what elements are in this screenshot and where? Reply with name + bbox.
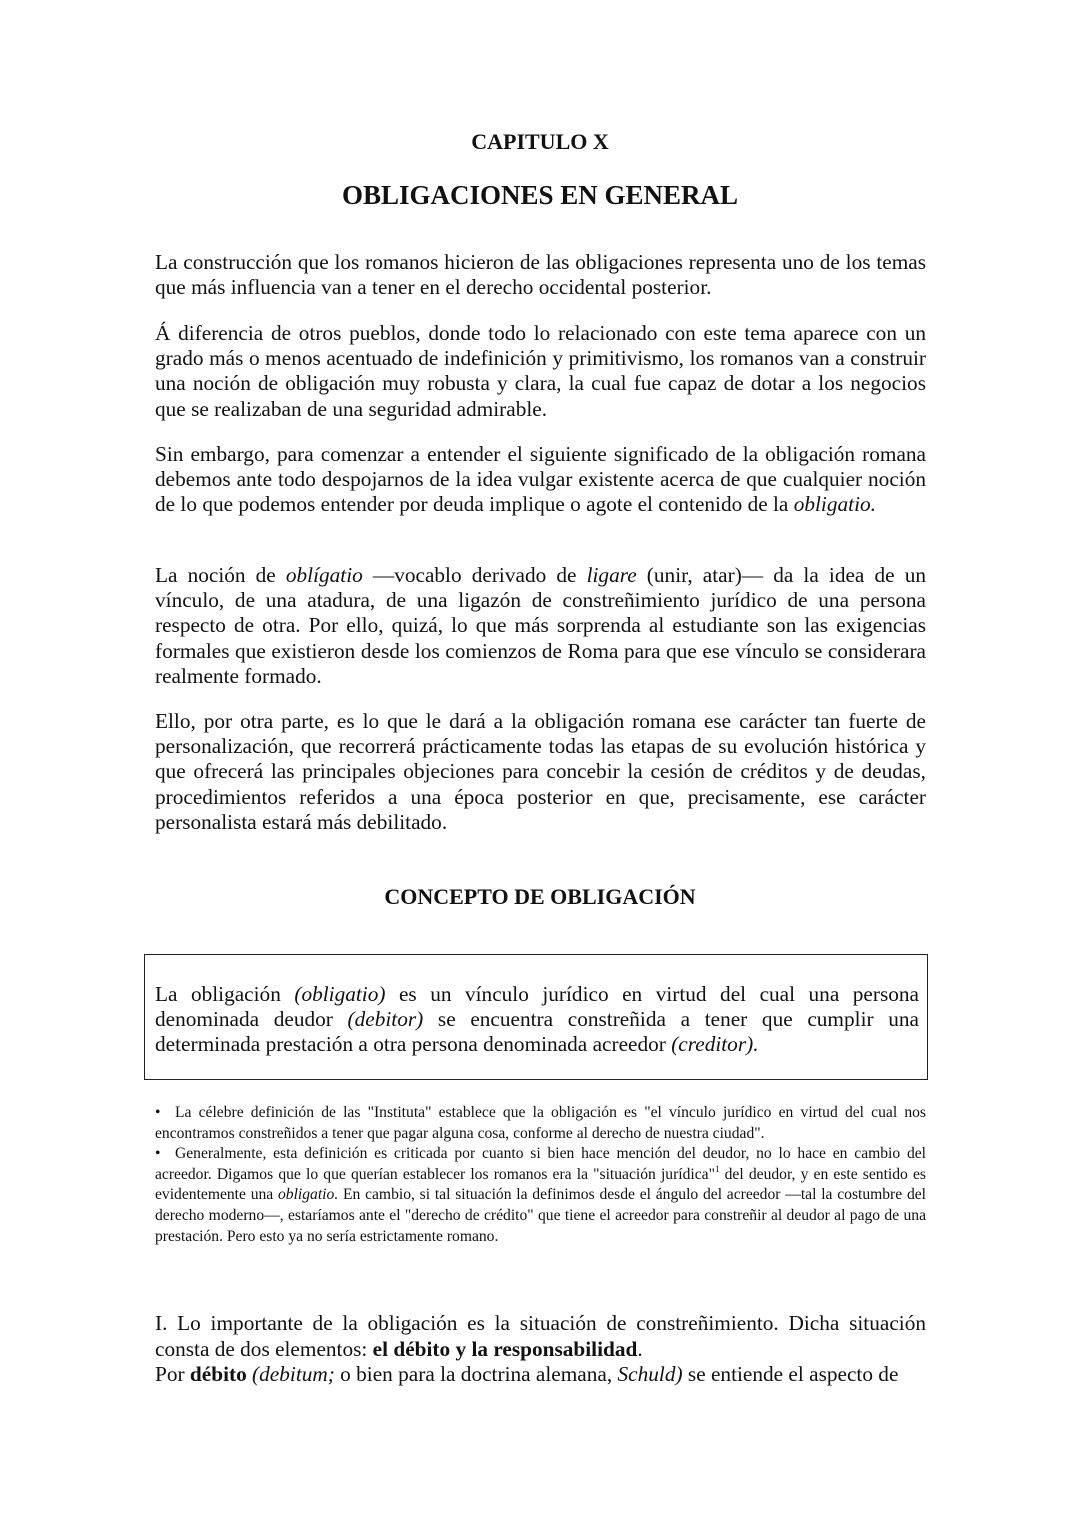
note-text: La célebre definición de las "Instituta" establece que la obligación es "el vínculo jurídico en virtud del cual nos encontramos constreñidos a tener que pagar alguna cosa, conforme al derecho de nuestra ciudad". (155, 1104, 926, 1142)
section-heading: CONCEPTO DE OBLIGACIÓN (384, 884, 696, 909)
notes-list (155, 1103, 926, 1247)
definition-part: es un vínculo jurídico en virtud del cual una persona denominada deudor (155, 982, 920, 1032)
paragraph-text: Ello, por otra parte, es lo que le dará a la obligación romana ese carácter tan fuerte de personalización, que recorrerá prácticamente todas las etapas de su evolución histórica y que ofrecerá las principales objeciones para concebir la cesión de créditos y de deudas, procedimientos referidos a una época posterior en que, precisamente, ese carácter personalista estará más debilitado. (155, 709, 926, 834)
paragraph-personalization (155, 709, 926, 835)
italic-term: oblígatio (285, 563, 363, 587)
paragraph-text: La noción de (155, 563, 286, 587)
chapter-title: OBLIGACIONES EN GENERAL (341, 180, 739, 210)
paragraph-elements (155, 1311, 926, 1388)
paragraph-text: Sin embargo, para comenzar a entender el siguiente significado de la obligación romana debemos ante todo despojarnos de la idea vulgar existente acerca de que cualquier noción de lo que podemos entender por deuda implique o agote el contenido de la (155, 442, 926, 517)
bold-term: débito (189, 1362, 247, 1386)
paragraph-meaning (155, 442, 926, 518)
paragraph-text: I. Lo importante de la obligación es la situación de constreñimiento. Dicha situación consta de dos elementos: (155, 1311, 926, 1361)
italic-term: obligatio. (793, 492, 876, 517)
chapter-heading: CAPITULO X (471, 129, 609, 154)
paragraph-text: La construcción que los romanos hicieron de las obligaciones representa uno de los temas que más influencia van a tener en el derecho occidental posterior. (155, 250, 926, 300)
italic-term: obligatio. (278, 1186, 339, 1204)
italic-term: (debitor) (347, 1007, 424, 1032)
paragraph-text: se entiende el aspecto de (682, 1362, 899, 1386)
note-text: Generalmente, esta definición es criticada por cuanto si bien hace mención del deudor, no lo hace en cambio del acreedor. Digamos que lo que querían establecer los romanos era la "situación jurídica" (155, 1145, 926, 1183)
note-item (155, 1144, 926, 1247)
italic-term: (debitum; (246, 1362, 335, 1386)
definition-part: La obligación (155, 982, 295, 1006)
note-item (155, 1103, 926, 1144)
italic-term: (obligatio) (294, 982, 386, 1006)
paragraph-text: Por (155, 1362, 190, 1386)
bullet-icon: • (155, 1104, 161, 1121)
paragraph-intro (155, 250, 926, 300)
paragraph-notion (155, 563, 926, 689)
note-text: del deudor, y en este sentido es evidentemente una (155, 1165, 926, 1204)
definition-box (144, 954, 928, 1080)
bullet-icon: • (155, 1145, 161, 1163)
paragraph-text: o bien para la doctrina alemana, (334, 1362, 618, 1386)
paragraph-difference (155, 321, 926, 422)
paragraph-text: —vocablo derivado de (362, 563, 587, 587)
italic-term: Schuld) (617, 1362, 683, 1386)
definition-part: se encuentra constreñida a tener que cumplir una determinada prestación a otra persona denominada acreedor (155, 1007, 919, 1057)
definition-text (155, 982, 919, 1058)
italic-term: ligare (586, 563, 637, 587)
paragraph-text: Á diferencia de otros pueblos, donde todo lo relacionado con este tema aparece con un grado más o menos acentuado de indefinición y primitivismo, los romanos van a construir una noción de obligación muy robusta y clara, la cual fue capaz de dotar a los negocios que se realizaban de una seguridad admirable. (155, 321, 926, 421)
paragraph-text: (unir, atar)— da la idea de un vínculo, de una atadura, de una ligazón de constreñimiento jurídico de una persona respecto de otra. Por ello, quizá, lo que más sorprenda al estudiante son las exigencias formales que existieron desde los comienzos de Roma para que ese vínculo se considerara realmente formado. (155, 563, 927, 688)
italic-term: (creditor). (671, 1032, 759, 1057)
bold-term: el débito y la responsabilidad (372, 1336, 638, 1361)
note-text: En cambio, si tal situación la definimos desde el ángulo del acreedor —tal la costumbre del derecho moderno—, estaríamos ante el "derecho de crédito" que tiene el acreedor para constreñir al deudor al pago de una prestación. Pero esto ya no sería estrictamente romano. (155, 1186, 927, 1245)
paragraph-text: . (637, 1336, 643, 1361)
footnote-marker[interactable]: 1 (714, 1163, 720, 1174)
